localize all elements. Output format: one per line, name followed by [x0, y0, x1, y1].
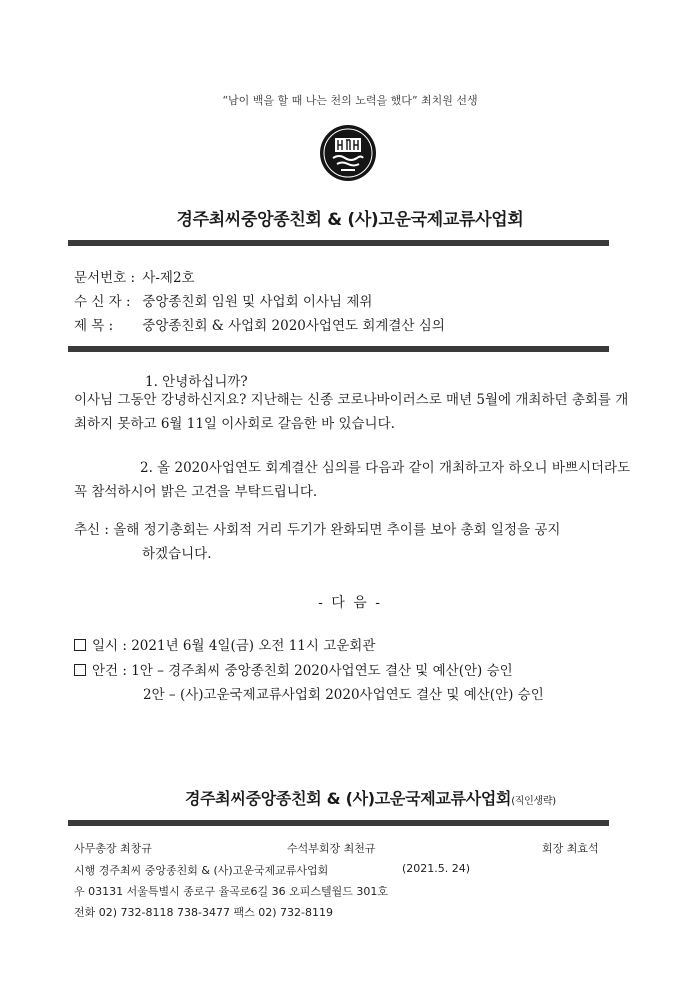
checkbox-icon	[74, 664, 86, 676]
footer-phone: 전화 02) 732-8118 738-3477 팩스 02) 732-8119	[74, 906, 333, 919]
item-agenda-1	[74, 659, 513, 679]
paragraph-1-heading: 1. 안녕하십니까?	[145, 374, 248, 390]
footer-issuer: 시행 경주최씨 중앙종친회 & (사)고운국제교류사업회	[74, 864, 329, 877]
org-title: 경주최씨중앙종친회 & (사)고운국제교류사업회	[176, 210, 524, 230]
footer-vice-chair: 수석부회장 최천규	[287, 842, 376, 855]
doc-number: 사-제2호	[142, 270, 195, 286]
divider	[68, 820, 609, 826]
postscript	[74, 518, 634, 566]
emblem-seal-icon	[319, 124, 377, 182]
recipient-row	[74, 290, 372, 310]
section-heading: - 다 음 -	[318, 595, 382, 611]
footer-address: 우 03131 서울특별시 종로구 율곡로6길 36 오피스텔월드 301호	[74, 885, 388, 898]
footer-chair: 회장 최효석	[542, 842, 599, 855]
subject-row	[74, 314, 445, 334]
paragraph-1: 이사님 그동안 강녕하신지요? 지난해는 신종 코로나바이러스로 매년 5월에 개최하던 총회를 개최하지 못하고 6월 11일 이사회로 갈음한 바 있습니다.	[74, 392, 629, 432]
signature-org: 경주최씨중앙종친회 & (사)고운국제교류사업회	[185, 789, 512, 808]
doc-number-row	[74, 266, 195, 286]
signature-note: (직인생략)	[511, 796, 556, 807]
item-agenda-1-text: 안건 : 1안 – 경주최씨 중앙종친회 2020사업연도 결산 및 예산(안) 승인	[92, 663, 513, 679]
postscript-line-2: 하겠습니다.	[142, 546, 212, 562]
footer-date: (2021.5. 24)	[402, 862, 471, 875]
subject-label: 제 목 :	[74, 318, 114, 334]
signature	[185, 786, 556, 809]
item-date-text: 일시 : 2021년 6월 4일(금) 오전 11시 고운회관	[92, 638, 376, 654]
item-date	[74, 634, 375, 654]
paragraph-2: 2. 올 2020사업연도 회계결산 심의를 다음과 같이 개최하고자 하오니 바쁘시더라도 꼭 참석하시어 밝은 고견을 부탁드립니다.	[74, 460, 631, 500]
checkbox-icon	[74, 639, 86, 651]
postscript-line-1: 추신 : 올해 정기총회는 사회적 거리 두기가 완화되면 추이를 보아 총회 일정을 공지	[74, 522, 561, 538]
recipient-label: 수 신 자 :	[74, 294, 131, 310]
recipient: 중앙종친회 임원 및 사업회 이사님 제위	[142, 294, 373, 310]
divider	[68, 346, 609, 352]
subject: 중앙종친회 & 사업회 2020사업연도 회계결산 심의	[142, 318, 445, 334]
divider	[68, 240, 609, 246]
header-quote: “남이 백을 할 때 나는 천의 노력을 했다” 최치원 선생	[222, 94, 478, 107]
item-agenda-2: 2안 – (사)고운국제교류사업회 2020사업연도 결산 및 예산(안) 승인	[143, 687, 544, 703]
footer-secretary: 사무총장 최창규	[74, 842, 152, 855]
doc-number-label: 문서번호 :	[74, 270, 136, 286]
